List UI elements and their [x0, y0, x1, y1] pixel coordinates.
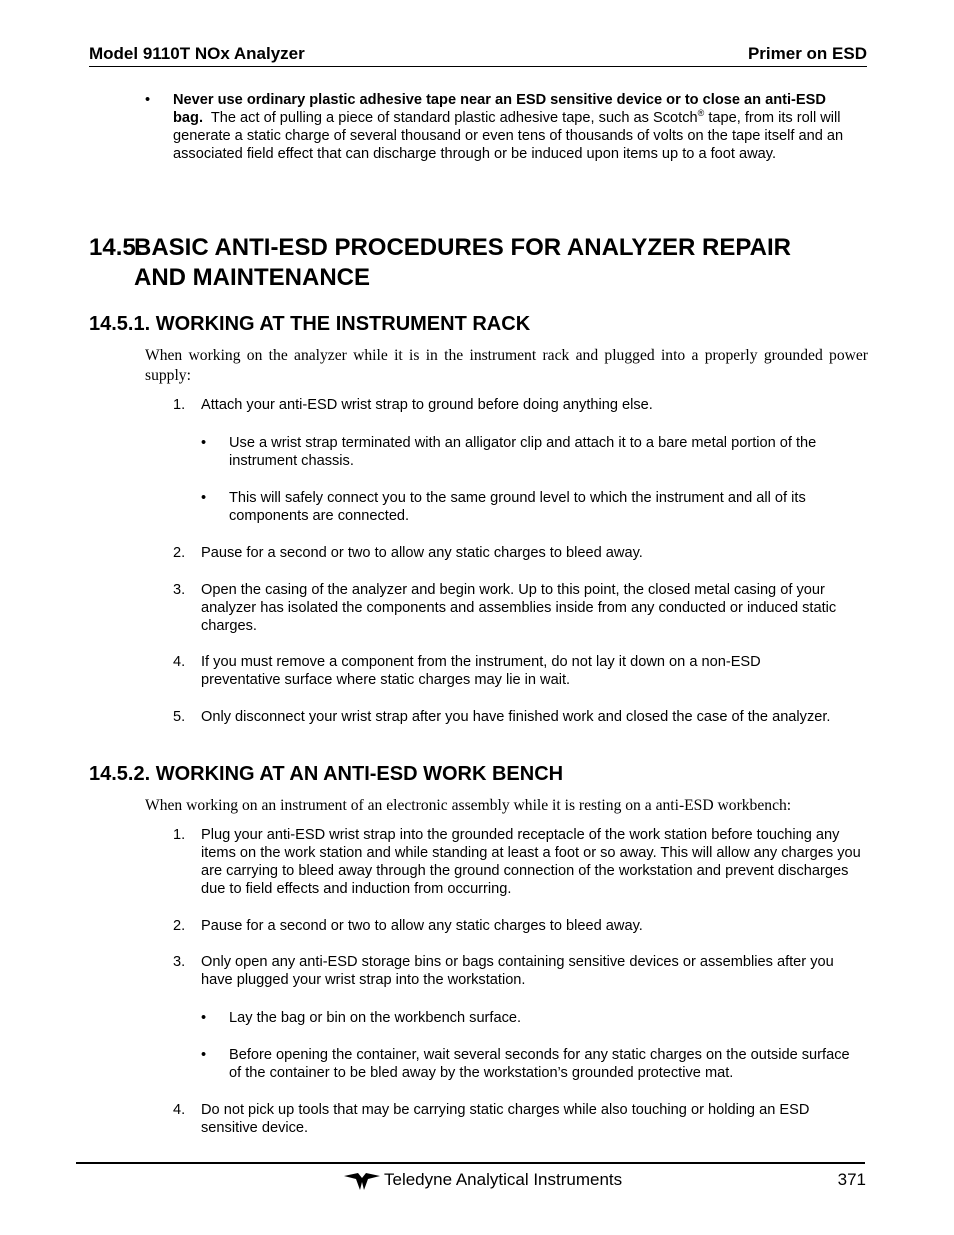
bench-step-3-text: Only open any anti-ESD storage bins or bags containing sensitive devices or assemblies after you have plugged your wrist strap into the workstation.	[201, 954, 834, 988]
bench-step-4-number: 4.	[173, 1102, 186, 1118]
bench-step-4-text: Do not pick up tools that may be carrying static charges while also touching or holding an ESD sensitive device.	[201, 1102, 810, 1136]
bullet-glyph: •	[201, 1010, 207, 1026]
section-title-line2: AND MAINTENANCE	[134, 263, 370, 291]
bullet-glyph: •	[201, 1047, 207, 1063]
rack-step-5-number: 5.	[173, 709, 186, 725]
footer-page-number: 371	[837, 1170, 866, 1189]
rack-step-1-text: Attach your anti-ESD wrist strap to ground before doing anything else.	[201, 397, 653, 413]
rack-intro-paragraph: When working on the analyzer while it is in the instrument rack and plugged into a properly grounded power supply:	[145, 347, 868, 384]
bench-step-1-text: Plug your anti-ESD wrist strap into the grounded receptacle of the work station before touching any items on the work station and while standing at least a foot or so away. This will allow any charges you are carrying to bleed away through the ground connection of the workstation and prevent discharges due to field effects and induction from occurring.	[201, 827, 861, 897]
teledyne-logo-icon	[344, 1170, 380, 1190]
bench-step-1-number: 1.	[173, 827, 186, 843]
bullet-glyph: •	[201, 435, 207, 451]
rack-bullet-1-text: Use a wrist strap terminated with an alligator clip and attach it to a bare metal portion of the instrument chassis.	[229, 435, 817, 469]
page-header	[89, 44, 867, 67]
section-number: 14.5.	[89, 234, 143, 261]
header-chapter-title: Primer on ESD	[747, 44, 867, 63]
bench-bullet-1-text: Lay the bag or bin on the workbench surface.	[229, 1010, 522, 1026]
bench-step-3-number: 3.	[173, 954, 186, 970]
tape-warning-paragraph	[173, 91, 863, 163]
rack-step-5-text: Only disconnect your wrist strap after you have finished work and closed the case of the analyzer.	[201, 709, 831, 725]
rack-step-1-number: 1.	[173, 397, 186, 413]
subsection-heading-rack: 14.5.1. WORKING AT THE INSTRUMENT RACK	[89, 313, 531, 335]
bullet-glyph: •	[201, 490, 207, 506]
workbench-intro-paragraph: When working on an instrument of an electronic assembly while it is resting on a anti-ESD workbench:	[145, 797, 792, 814]
subsection-heading-workbench: 14.5.2. WORKING AT AN ANTI-ESD WORK BENCH	[89, 763, 564, 785]
section-title-line1: BASIC ANTI-ESD PROCEDURES FOR ANALYZER REPAIR	[134, 234, 791, 261]
rack-step-3-number: 3.	[173, 582, 186, 598]
rack-step-2-text: Pause for a second or two to allow any static charges to bleed away.	[201, 545, 643, 561]
header-model-title: Model 9110T NOx Analyzer	[89, 44, 305, 63]
tape-warning-text: The act of pulling a piece of standard plastic adhesive tape, such as Scotch	[210, 110, 698, 126]
footer-company-name: Teledyne Analytical Instruments	[384, 1170, 623, 1189]
rack-bullet-2-text: This will safely connect you to the same ground level to which the instrument and all of its components are connected.	[229, 490, 806, 524]
bullet-glyph: •	[145, 92, 151, 108]
bench-bullet-2-text: Before opening the container, wait several seconds for any static charges on the outside surface of the container to be bled away by the workstation’s grounded protective mat.	[229, 1047, 850, 1081]
bench-step-2-text: Pause for a second or two to allow any static charges to bleed away.	[201, 918, 643, 934]
tape-warning-bold: Never use ordinary plastic adhesive tape near an ESD sensitive device or to close an anti-ESD bag.	[173, 92, 826, 126]
tape-warning-text-rest: tape, from its roll will generate a static charge of several thousand or even tens of thousands of volts on the tape itself and an associated field effect that can discharge through or be induced upon items up to a foot away.	[173, 110, 844, 162]
rack-step-3-text: Open the casing of the analyzer and begin work. Up to this point, the closed metal casing of your analyzer has isolated the components and assemblies inside from any conducted or induced static charges.	[201, 582, 837, 634]
rack-step-4-text: If you must remove a component from the instrument, do not lay it down on a non-ESD preventative surface where static charges may lie in wait.	[201, 654, 761, 688]
footer-rule	[76, 1162, 865, 1164]
rack-step-2-number: 2.	[173, 545, 186, 561]
rack-step-4-number: 4.	[173, 654, 186, 670]
registered-mark: ®	[697, 108, 705, 118]
bench-step-2-number: 2.	[173, 918, 186, 934]
section-heading	[89, 233, 889, 292]
